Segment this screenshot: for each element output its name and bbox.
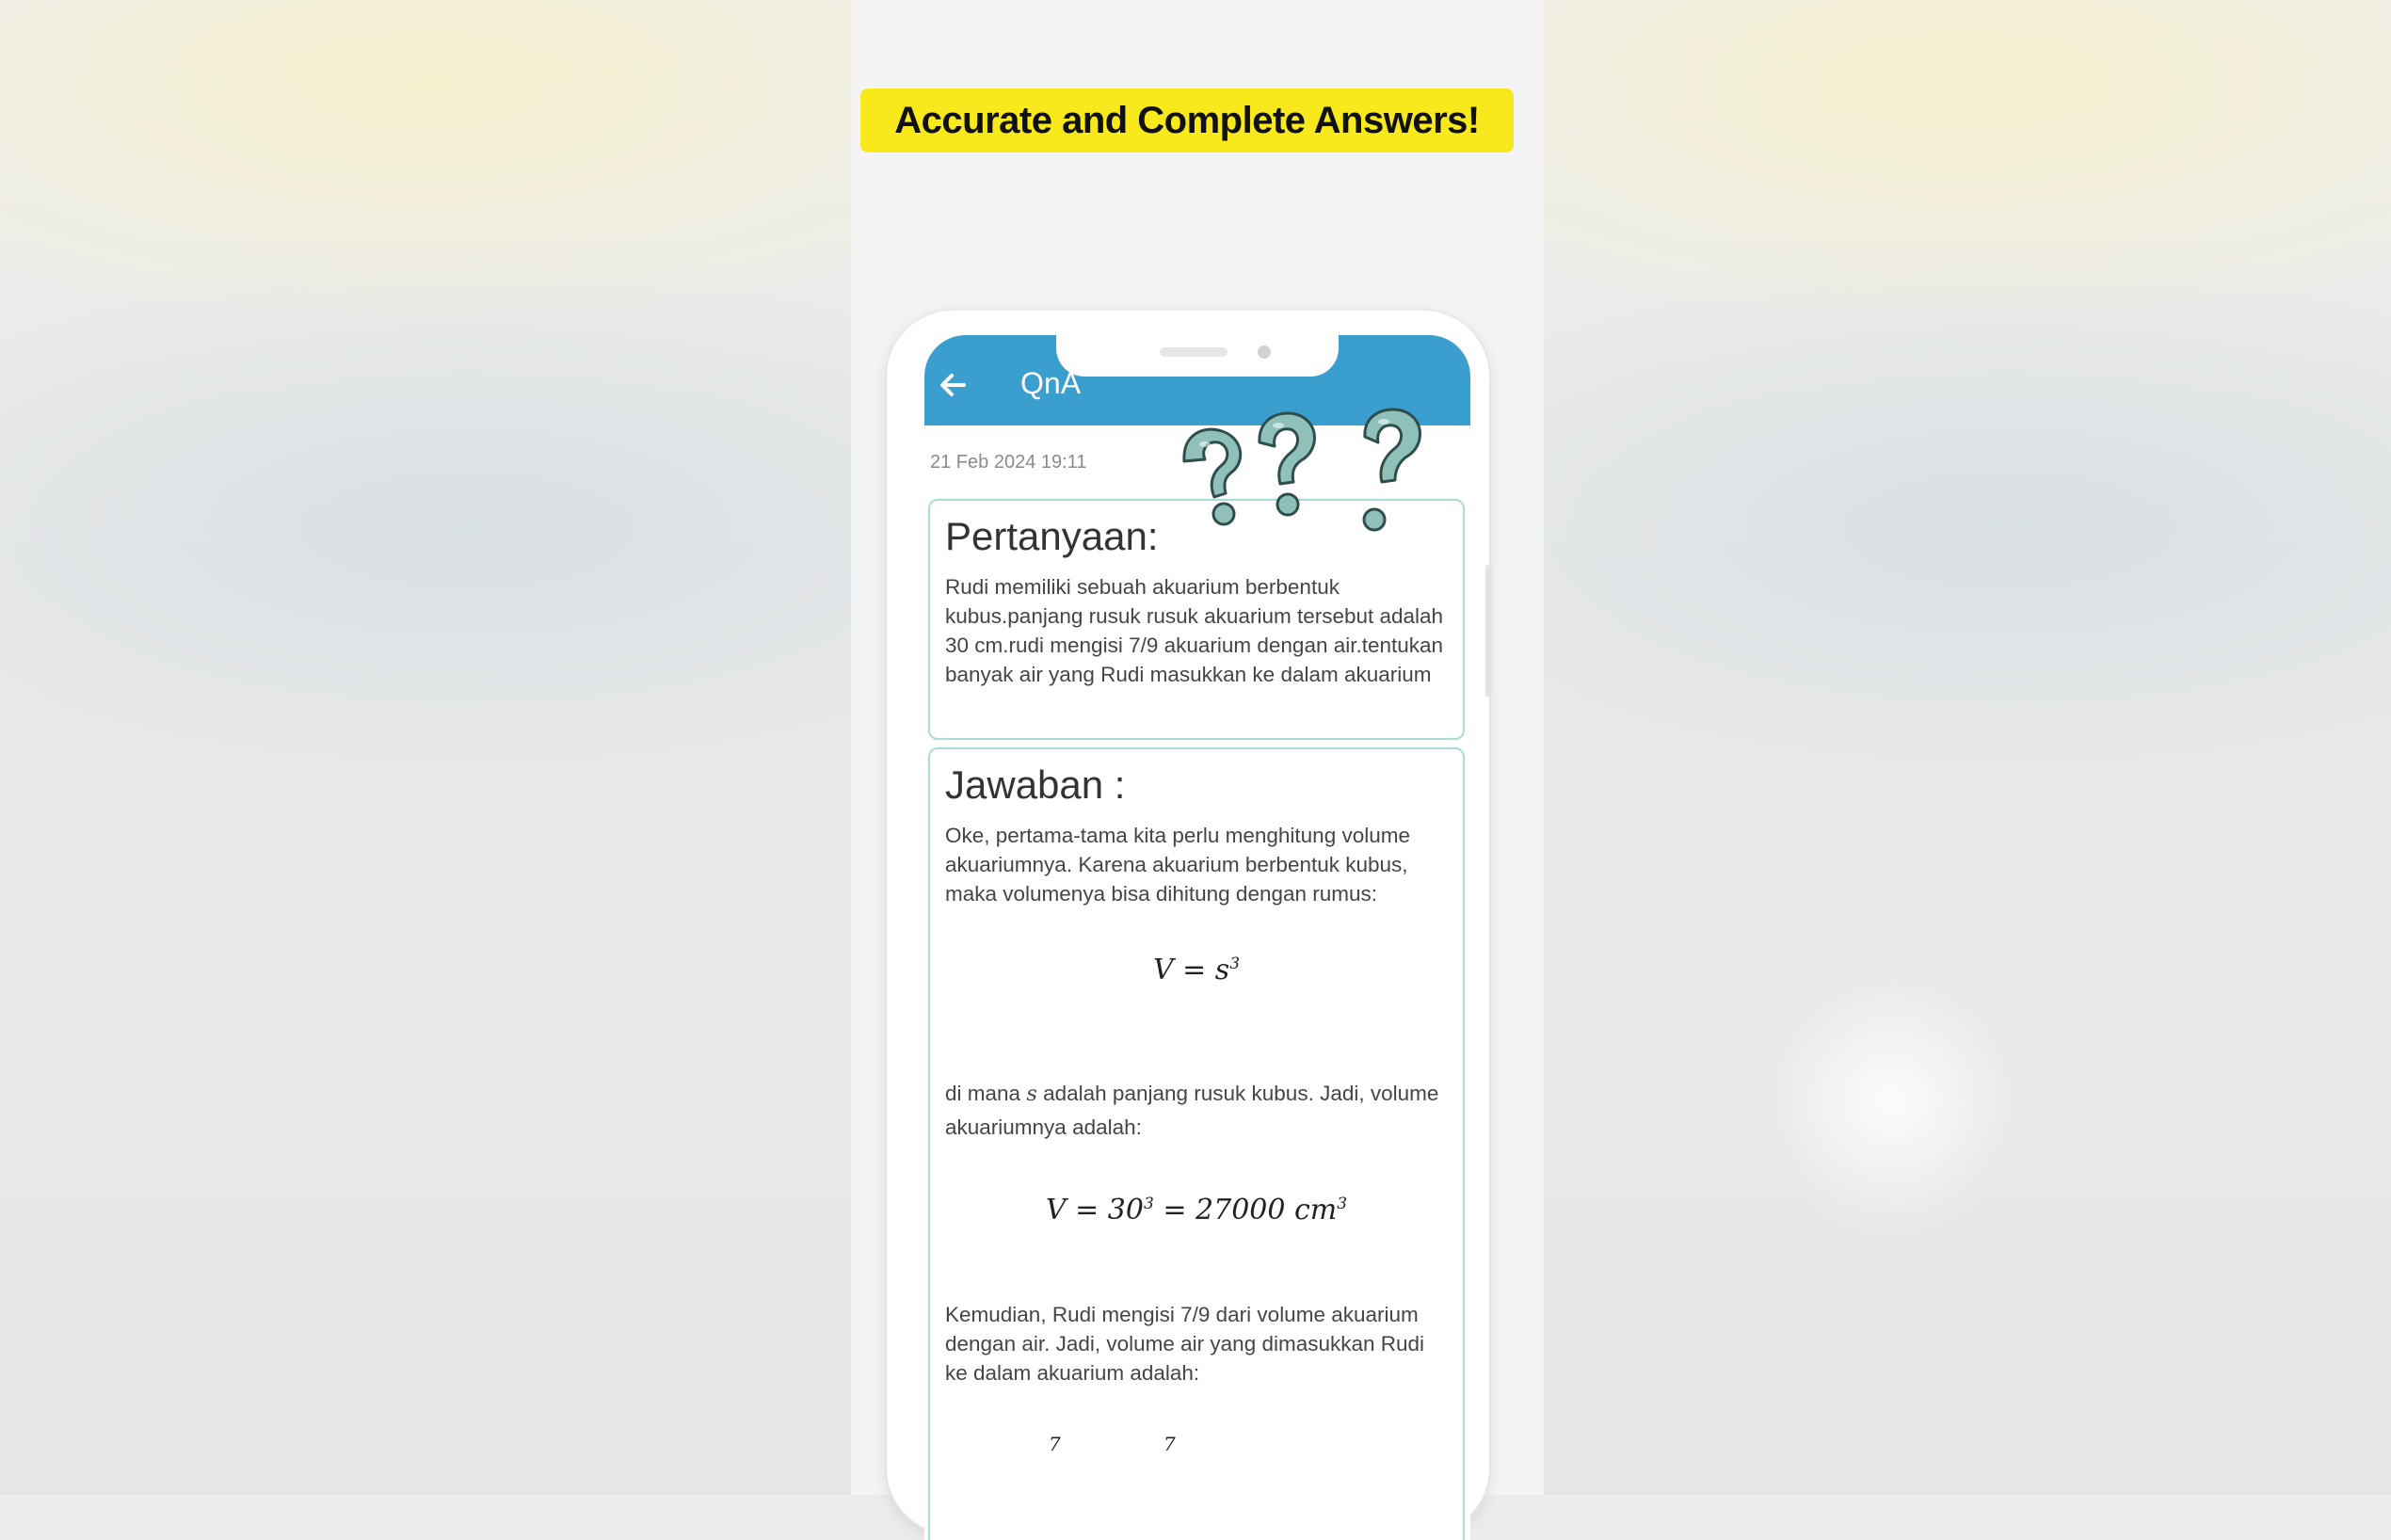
answer-paragraph-3: Kemudian, Rudi mengisi 7/9 dari volume akuarium dengan air. Jadi, volume air yang dimasukkan Rudi ke dalam akuarium adalah: bbox=[945, 1303, 1425, 1385]
arrow-left-icon[interactable] bbox=[932, 363, 975, 407]
formula-volume-result bbox=[945, 1194, 1448, 1227]
formula-result-part-2: = 27000 cm bbox=[1153, 1194, 1338, 1227]
answer-paragraph-2 bbox=[945, 1077, 1448, 1145]
formula-volume-exponent: 3 bbox=[1229, 954, 1241, 973]
formula-fraction-partial bbox=[945, 1410, 1448, 1467]
answer-heading: Jawaban : bbox=[945, 762, 1126, 807]
center-panel bbox=[851, 0, 1544, 1495]
background-left bbox=[0, 0, 851, 1495]
question-heading: Pertanyaan: bbox=[945, 514, 1159, 558]
fraction-numerator-1: 7 bbox=[1049, 1433, 1061, 1455]
phone-side-button bbox=[1485, 565, 1492, 697]
question-marks-icon bbox=[1177, 407, 1459, 562]
background-glow bbox=[1751, 970, 2033, 1233]
question-text: Rudi memiliki sebuah akuarium berbentuk kubus.panjang rusuk rusuk akuarium tersebut adalah 30 cm.rudi mengisi 7/9 akuarium dengan air.tentukan banyak air yang Rudi masukkan ke dalam akuarium bbox=[945, 575, 1444, 686]
formula-result-exponent-2: 3 bbox=[1337, 1195, 1348, 1213]
formula-result-exponent-1: 3 bbox=[1143, 1195, 1154, 1213]
answer-p2-start: di mana bbox=[945, 1082, 1027, 1105]
formula-volume-main: V = s bbox=[1152, 954, 1230, 987]
app-title: QnA bbox=[1020, 366, 1082, 400]
background-right bbox=[1540, 0, 2391, 1495]
front-camera bbox=[1258, 345, 1271, 359]
headline-banner: Accurate and Complete Answers! bbox=[860, 88, 1514, 152]
phone-notch bbox=[1056, 335, 1339, 377]
answer-p2-end: adalah panjang rusuk kubus. Jadi, volume akuariumnya adalah: bbox=[945, 1082, 1439, 1139]
answer-p2-variable: s bbox=[1026, 1082, 1037, 1106]
speaker-grille bbox=[1160, 347, 1228, 357]
answer-card bbox=[928, 747, 1465, 1540]
timestamp: 21 Feb 2024 19:11 bbox=[930, 452, 1087, 473]
fraction-numerator-2: 7 bbox=[1163, 1433, 1176, 1455]
formula-result-part-1: V = 30 bbox=[1045, 1194, 1144, 1227]
answer-paragraph-1: Oke, pertama-tama kita perlu menghitung volume akuariumnya. Karena akuarium berbentuk kubus, maka volumenya bisa dihitung dengan rumus: bbox=[945, 824, 1410, 906]
formula-volume bbox=[945, 954, 1448, 987]
